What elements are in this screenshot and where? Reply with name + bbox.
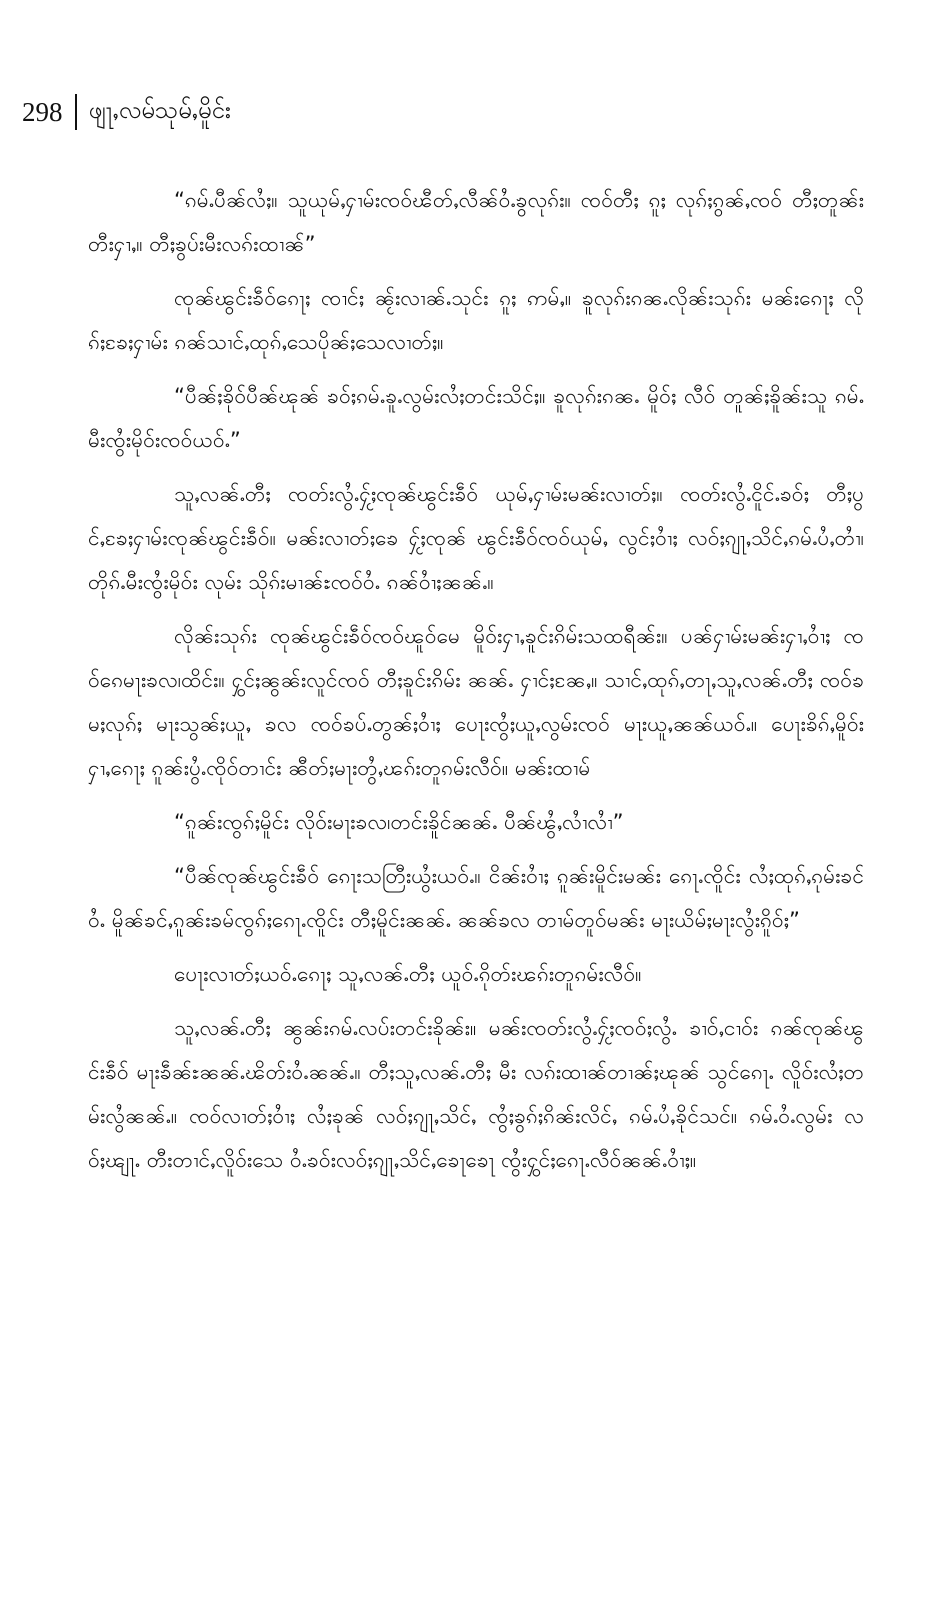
body-text	[88, 178, 864, 1182]
paragraph: “ၵူၼ်းၸွၵ်ႈမိူင်း လိုဝ်းမႃးၶလ၊တင်းၶိူင်ၼၼ်ႉ ပီၼ်ၽွႆႇလၢႆလၢႆ”	[174, 810, 624, 834]
paragraph: “ပီၼ်ႈၶိုဝ်ပီၼ်ၽုၼ် ၶဝ်ႈၵမ်ႉၶူႉလွမ်းလႆႈတင်းသိင်ႈ။ ၶူလုၵ်းၵၼႉ မိူဝ်ႈ လီဝ် တူၼ်ႈၶိူၼ်းသူ ၵမ်ႉမီးၸွႆးမိုဝ်းၸဝ်ယဝ်ႉ”	[88, 384, 864, 452]
page-number: 298	[22, 96, 63, 127]
paragraph: ပေႃးလၢတ်ႈယဝ်ႉၵေႃႈ သူႇလၼ်ႉတီႈ ယူဝ်ႉၵိုတ်းၽၵ်းတူၵမ်းလီဝ်။	[174, 962, 642, 986]
paragraph: “ပီၼ်ၸုၼ်ၽွင်းၶဵဝ် ၵေႃးသတြီးယွႆးယဝ်ႉ။ ငိၼ်းဝၢႆႈ ၵူၼ်းမိူင်းမၼ်း ၵေႃႉၸိူင်း လႆႈထုၵ်ႇၵုမ်းၶင်ဝႆႉ မိူၼ်ၶင်ႇၵူၼ်းၶမ်ၸွၵ်ႈၵေႃႉၸိူင်း တီႈမိူင်းၼၼ်ႉ ၼၼ်ၶလ တၢမ်တူဝ်မၼ်း မႃးယိမ်ႈမႃးလွႆးၵိူဝ်ႈ”	[88, 864, 864, 932]
paragraph: ၸုၼ်ၽွင်းၶဵဝ်ၵေႃႈ ၸၢင်ႈ ၼႂ်းလၢၼ်ႉသုင်း ၵူႈ ဢမ်ႇ။ ၶူလုၵ်းၵၼႉလိုၼ်းသုၵ်း မၼ်းၵေႃႈ လိုၵ်ႈၶႄႈႁၢမ်း ၵၼ်သၢင်ႇထုၵ်ႇသေပိုၼ်ႈသေလၢတ်ႈ။	[88, 286, 864, 354]
header-divider	[75, 94, 77, 130]
running-header	[22, 92, 231, 132]
paragraph: သူႇလၼ်ႉတီႈ ၼွၼ်းၵမ်ႉလပ်းတင်းၶိုၼ်း။ မၼ်းၸတ်းလွႆႉႁႂ်ႈၸဝ်ႈလွႆႉ ၶၢဝ်ႇငၢဝ်း ၵၼ်ၸုၼ်ၽွင်းၶဵဝ် မႃးၶဵၼ်ႊၼၼ်ႉၽိတ်းဝႆႉၼၼ်ႉ။ တီႈသူႇလၼ်ႉတီႈ မီး လၵ်းထၢၼ်တၢၼ်ႈၽုၼ် သွင်ၵေႃႉ လိူဝ်းလႆႈတမ်းလွႆၼၼ်ႉ။ ၸဝ်လၢတ်ႈဝၢႆႈ လႆႈၶုၼ် လဝ်ႈၵျႃႇသိင်ႇ ၸွႆႈၶွၵ်ႈၵိၼ်းလိင်ႇ ၵမ်ႉပႆႇၶိုင်သင်။ ၵမ်ႉဝႆႉလွမ်း လဝ်ႈၽျႃႉ တီးတၢင်ႇလိူဝ်းသေ ဝႆႉၶဝ်းလဝ်ႈၵျႃႇသိင်ႇၶေႃၶေႃ ၸွႆးႁွင်ႈၵေႃႉလီဝ်ၼၼ်ႉဝၢႆႈ။	[88, 1016, 864, 1172]
paragraph: “ၵမ်ႉပီၼ်လႆႈ။ သူယုမ်ႇႁၢမ်းၸဝ်ၽီတ်ႇလီၼ်ဝႆႉၶွလုၵ်း။ ၸဝ်တီႈ ၵူႈ လုၵ်ႈၵွၼ်ႇၸဝ် တီႈတူၼ်းတီးႁၢႇ။ တီႈၶွပ်းမီးလၵ်းထၢၼ်”	[88, 188, 864, 256]
paragraph: လိုၼ်းသုၵ်း ၸုၼ်ၽွင်းၶဵဝ်ၸဝ်ၽူဝ်မေ မိူဝ်းႁၢႇၶူင်းၵိမ်းသထရီၼ်း။ ပၼ်ႁၢမ်းမၼ်းႁၢႇဝၢႆႈ ၸဝ်ၵေမႃးၶလ၊ထိင်း။ ႁွင်ႈၼွၼ်းလူင်ၸဝ် တီႈၶူင်းၵိမ်း ၼၼ်ႉ ႁၢင်ႈၼႄႇ။ သၢင်ႇထုၵ်ႇတႃႇသူႇလၼ်ႉတီႈ ၸဝ်ၶမႈလုၵ်ႈ မႃးသွၼ်ႈယူႇ ၶလ ၸဝ်ၶပ်ႉတွၼ်ႈဝၢႆႈ ပေႃးၸွႆႈယူႇလွမ်းၸဝ် မႃးယူႇၼၼ်ယဝ်ႉ။ ပေႃးၶိၵ်ႇမိူဝ်း ႁၢႇၵေႃႈ ၵူၼ်းပွႆႉၸိုဝ်တၢင်း ၼီတ်ႈမႃးတွႆႇၽၵ်းတူၵမ်းလီဝ်။ မၼ်းထၢမ်	[88, 624, 864, 780]
book-title: ဖျႃႇလမ်သုမ်ႇမိူင်း	[88, 96, 231, 124]
paragraph: သူႇလၼ်ႉတီႈ ၸတ်းလွႆႉႁႂ်ႈၸုၼ်ၽွင်းၶဵဝ် ယုမ်ႇႁၢမ်းမၼ်းလၢတ်ႈ။ ၸတ်းလွႆႉငိူင်ႉၶဝ်ႈ တီႈပွင်ႇၶႄႈႁၢမ်းၸုၼ်ၽွင်းၶဵဝ်။ မၼ်းလၢတ်ႈၶေ ႁႂ်ႈၸုၼ် ၽွင်းၶဵဝ်ၸဝ်ယုမ်ႇ လွင်ႈဝၢႆႈ လဝ်ႈၵျႃႇသိင်ႇၵမ်ႉပႆႇတၢႆ၊ တိုၵ်ႉမီးၸွႆးမိုဝ်း လုမ်း သိုၵ်းမၢၼ်ႊၸဝ်ဝႆႉ ၵၼ်ဝၢႆႈၼၼ်ႉ။	[88, 482, 864, 594]
